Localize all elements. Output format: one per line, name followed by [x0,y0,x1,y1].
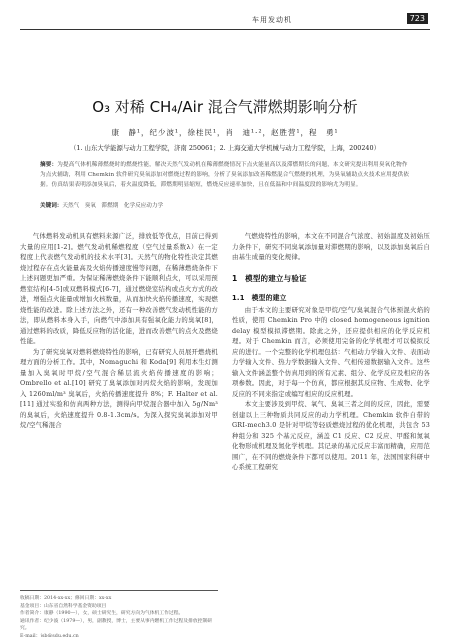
footnote-corresponding: 通讯作者：纪少波（1979—），男，副教授，博士，主要从事内燃机工作过程及排放控制研究。 [20,618,213,631]
abstract [40,160,410,190]
intro-paragraph-3: 气燃烧特性的影响，本文在不同混合气浓度、初始温度及初始压力条件下，研究不同臭氧添加量对滞燃期的影响，以及添加臭氧后自由基生成量的变化规律。 [232,232,430,261]
keywords-label: 关键词： [40,203,63,209]
footnote-received: 收稿日期：2014-xx-xx；修回日期：xx-xx [20,596,112,601]
affiliation: （1. 山东大学能源与动力工程学院，济南 250061；2. 上海交通大学机械与动力工程学院，上海，200240） [70,144,380,152]
intro-paragraph-2: 为了研究臭氧对燃料燃烧特性的影响，已有研究人员展开燃烧机理方面的分析工作。其中，Nomaguchi 和 Koda[9] 利用本生灯测量加入臭氧时甲烷/空气混合稀层流火焰传播速度的影响；Ombrello et al.[10] 研究了臭氧添加对丙烷火焰的影响，发现加入 1260ml/m³ 臭氧后，火焰传播速度提升 8%；F. Halter et al.[11] 通过实验和仿真两种方法，测得向甲烷混合器中加入 5g/Nm³ 的臭氧后，火焰速度提升 0.8-1.3cm/s。为深入探究臭氧添加对甲烷/空气稀混合 [20,347,218,429]
keywords [40,201,410,209]
abstract-text: 为提高气体机稀薄燃烧时的燃烧性能，解决天然气发动机在稀薄燃烧情况下点火能量高以及滞燃期长的问题，本文研究提出利用臭氧化物作为点火辅助，利用 Chemkin 软件研究臭氧添加对燃烧过程的影响，分析了臭氧添加改善稀燃混合气燃烧的机理，为臭氧辅助点火技术应用提供依据。仿真结果表明添加臭氧后，着火温度降低，滞燃期明显缩短，燃烧反应速率加快，且在低温和中间温度段的影响尤为明显。 [40,162,410,188]
paper-title: O₃ 对稀 CH₄/Air 混合气滞燃期影响分析 [92,98,358,116]
keywords-text: 天然气 臭氧 滞燃期 化学反应动力学 [62,203,164,209]
footnote-author: 作者简介：康静（1990—），女，硕士研究生，研究方向为气体机工作过程。 [20,611,184,616]
model-paragraph-2: 本文主要涉及到甲烷、氧气、臭氧三者之间的反应，因此，需要创建以上三种物质共同反应的动力学机理。Chemkin 软件自带的 GRI-mech3.0 是针对甲烷等轻质燃烧过程的优化机理，共包含 53 种组分和 325 个基元反应，涵盖 C1 反应、C2 反应、甲醛和氮氧化物形成机理及氮化学机理。其记录的基元反应丰富而精确，应用范围广，在不同的燃烧条件下都可以使用。2011 年，法国国家科研中心系统工程研究 [232,400,430,471]
subsection-heading: 1.1 模型的建立 [232,294,287,302]
model-paragraph-1: 由于本文的主要研究对象是甲烷/空气/臭氧混合气体预混火焰的性质，使用 Chemkin Pro 中的 closed homogeneous ignition delay 模型模拟滞燃期。除此之外，还应提供相应的化学反应机理。对于 Chemkin 而言，必须使用完备的化学机理才可以模拟反应的进行。一个完整的化学机理包括：气相动力学输入文件、表面动力学输入文件、热力学数据输入文件、气相传递数据输入文件。这些输入文件涵盖整个仿真用到的所有元素、组分、化学反应及相应的各项参数。因此，对于每一个仿真，都应根据其反应物、生成物、化学反应的不同来指定或编写相应的反应机理。 [232,305,430,398]
page-number: 723 [407,13,428,24]
abstract-label: 摘要： [40,162,58,168]
footnote-fund: 基金项目：山东省自然科学基金资助项目 [20,603,107,609]
left-column [20,231,218,431]
footnote [20,590,218,637]
right-column [232,231,430,473]
author-list: 康 静¹，纪少波¹，徐桂民¹，肖 迪¹·²，赵胜营¹，程 勇¹ [111,128,339,137]
section-heading: 1 模型的建立与验证 [232,273,307,283]
footnote-email: E-mail：jsb@sdu.edu.cn [20,633,79,637]
running-header [20,14,430,30]
intro-paragraph-1: 气体燃料发动机具有燃料来源广泛，排放低等优点，目前已得到大量的应用[1-2]。燃气发动机稀燃程度（空气过量系数λ）在一定程度上代表燃气发动机的技术水平[3]。天然气的物化特性决定其燃烧过程存在点火能量高及火焰传播速度慢等问题，在稀薄燃烧条件下上述问题更加严重。为保证稀薄燃烧条件下能顺利点火，可以采用预燃室结构[4-5]或双燃料模式[6-7]，通过燃烧室结构或点火方式的改进，增强点火能量或增加火核数量，从而加快火焰传播速度，实现燃烧性能的改进。除上述方法之外，还有一种改善燃气发动机性能的方法，即从燃料本身入手，向燃气中添加具有强氧化能力的臭氧[8]，通过燃料的改质，降低反应物的活化能，进而改善燃气的点火及燃烧性能。 [20,232,218,345]
journal-name: 车用发动机 [252,16,292,24]
